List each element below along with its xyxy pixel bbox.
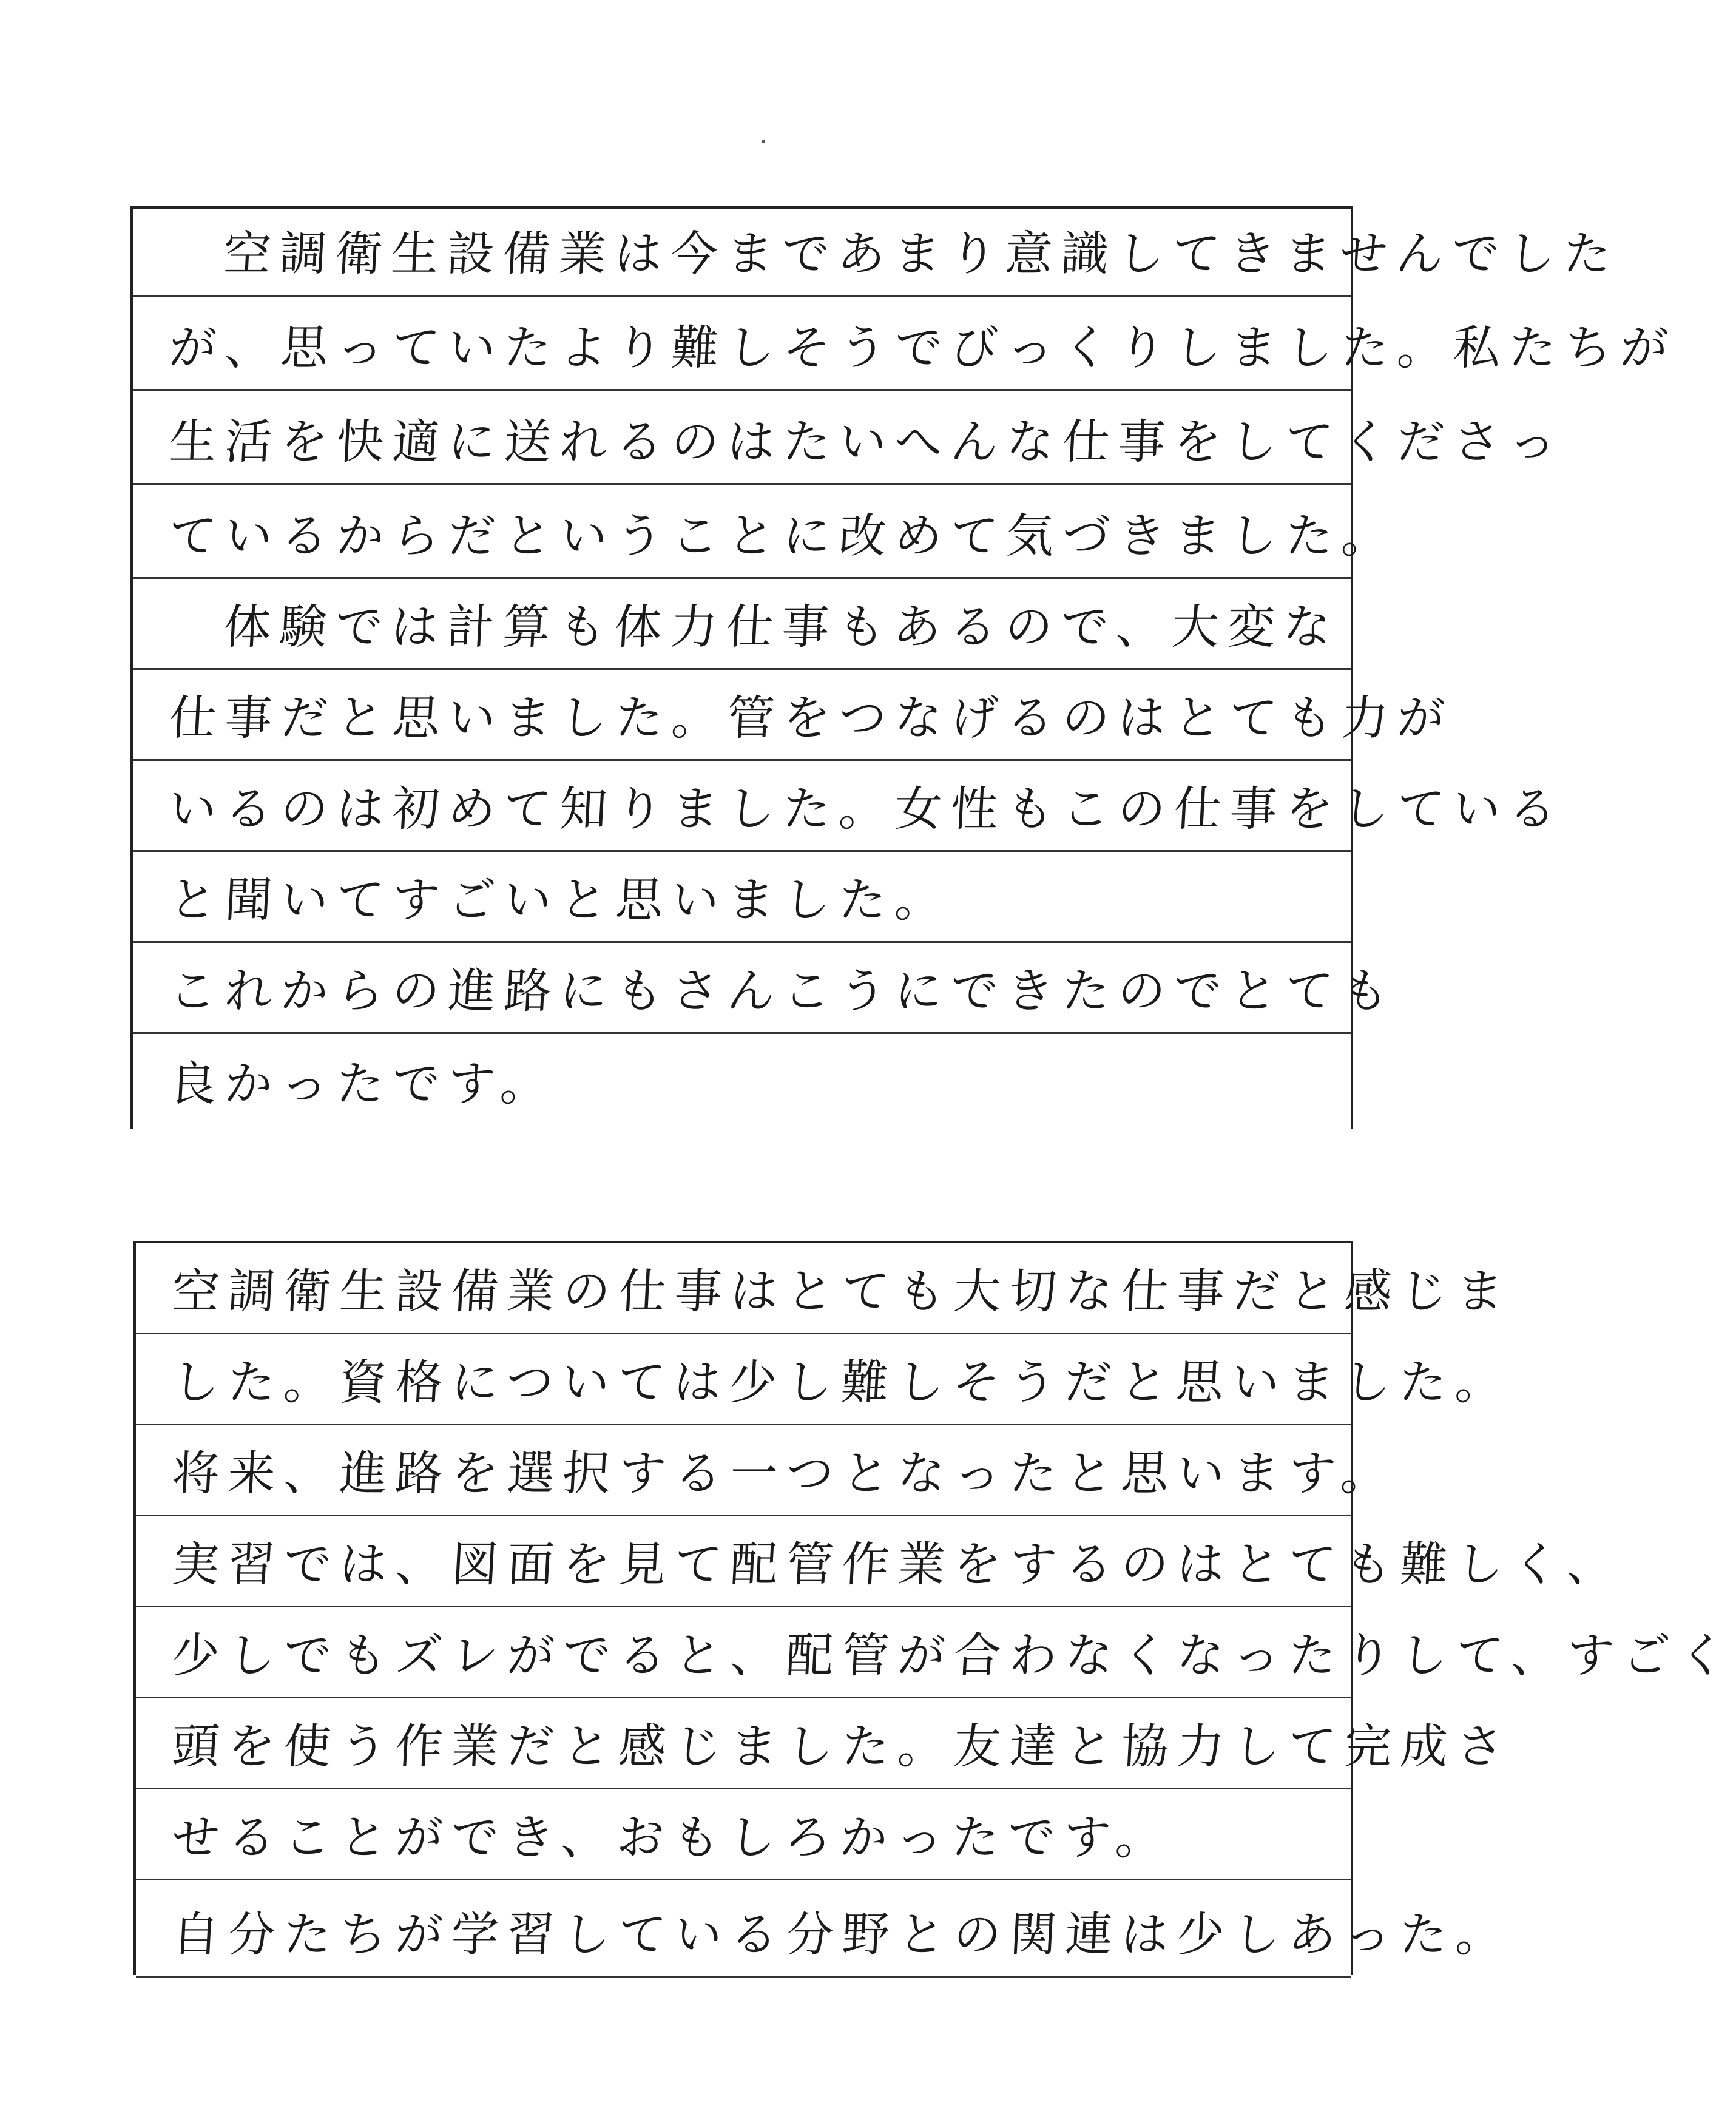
essay1-line-4: ているからだということに改めて気づきました。 [133,485,1351,579]
essay-block-1 [130,206,1678,1129]
essay-block-2 [133,1241,1736,1975]
essay2-line-7: せることができ、おもしろかったです。 [136,1789,1351,1880]
essay1-line-6: 仕事だと思いました。管をつなげるのはとても力が [133,670,1351,761]
essay2-line-8: 自分たちが学習している分野との関連は少しあった。 [136,1880,1351,1978]
essay2-line-6: 頭を使う作業だと感じました。友達と協力して完成さ [136,1698,1351,1789]
essay1-line-5: 体験では計算も体力仕事もあるので、大変な [133,579,1351,670]
essay1-line-10: 良かったです。 [167,1057,558,1112]
essay2-line-5: 少しでもズレがでると、配管が合わなくなったりして、すごく [136,1607,1351,1698]
essay1-line-9: これからの進路にもさんこうにできたのでとても [133,943,1351,1034]
essay2-line-4: 実習では、図面を見て配管作業をするのはとても難しく、 [136,1516,1351,1607]
essay2-line-2: した。資格については少し難しそうだと思いました。 [136,1334,1351,1425]
essay1-line-3: 生活を快適に送れるのはたいへんな仕事をしてくださっ [133,391,1351,485]
essay1-line-2: が、思っていたより難しそうでびっくりしました。私たちが [133,297,1351,391]
essay2-line-1: 空調衛生設備業の仕事はとても大切な仕事だと感じま [136,1243,1351,1334]
scan-speck [762,140,765,143]
essay2-line-3: 将来、進路を選択する一つとなったと思います。 [136,1425,1351,1516]
essay1-line-8: と聞いてすごいと思いました。 [133,852,1351,943]
essay1-line-7: いるのは初めて知りました。女性もこの仕事をしている [133,761,1351,852]
essay1-line-1: 空調衛生設備業は今まであまり意識してきませんでした [133,209,1351,297]
